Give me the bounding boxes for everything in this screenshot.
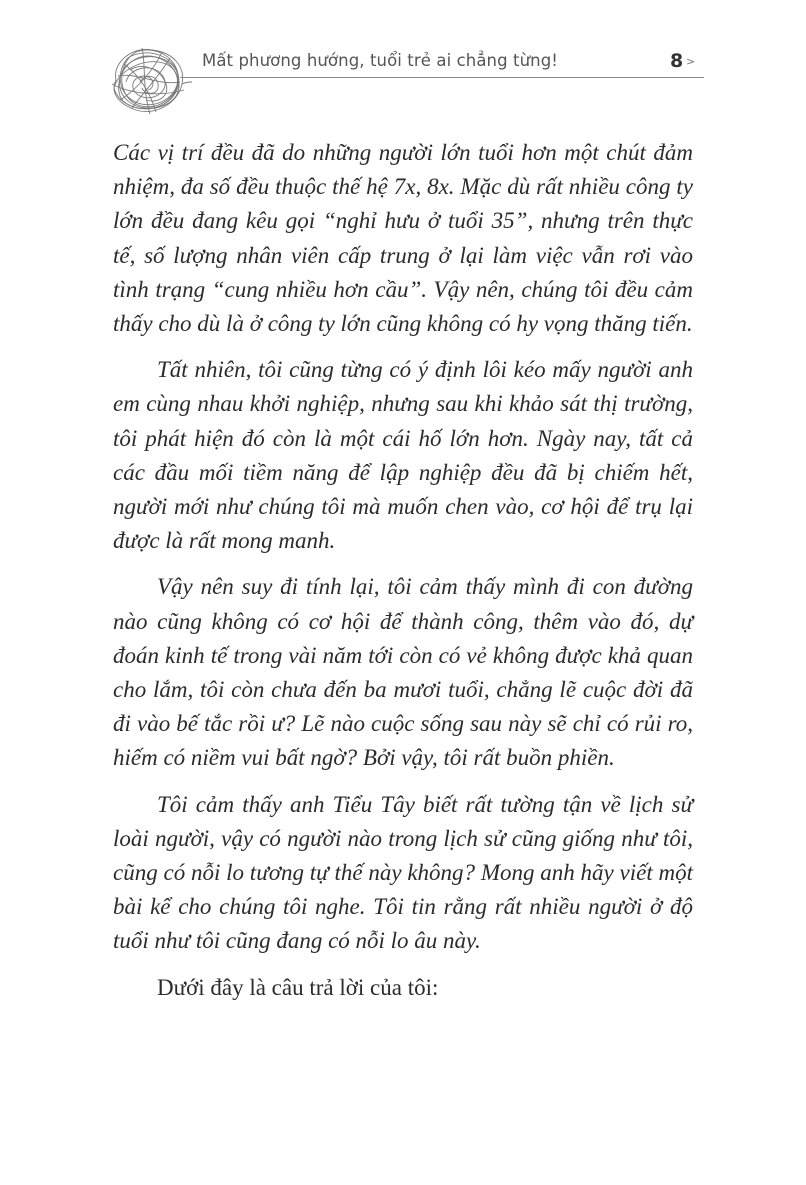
- paragraph: Tôi cảm thấy anh Tiểu Tây biết rất tường tận về lịch sử loài người, vậy có người nào trong lịch sử cũng giống như tôi, cũng có nỗi lo tương tự thế này không? Mong anh hãy viết một bài kể cho chúng tôi nghe. Tôi tin rằng rất nhiều người ở độ tuổi như tôi cũng đang có nỗi lo âu này.: [113, 791, 693, 954]
- paragraph: Vậy nên suy đi tính lại, tôi cảm thấy mình đi con đường nào cũng không có cơ hội để thành công, thêm vào đó, dự đoán kinh tế trong vài năm tới còn có vẻ không được khả quan cho lắm, tôi còn chưa đến ba mươi tuổi, chẳng lẽ cuộc đời đã đi vào bế tắc rồi ư? Lẽ nào cuộc sống sau này sẽ chỉ có rủi ro, hiếm có niềm vui bất ngờ? Bởi vậy, tôi rất buồn phiền.: [113, 574, 693, 771]
- page-header: [0, 0, 806, 130]
- scribble-ball-icon: [106, 42, 192, 118]
- next-page-arrow-icon: >: [686, 55, 696, 68]
- paragraph: Các vị trí đều đã do những người lớn tuổi hơn một chút đảm nhiệm, đa số đều thuộc thế hệ 7x, 8x. Mặc dù rất nhiều công ty lớn đều đang kêu gọi “nghỉ hưu ở tuổi 35”, nhưng trên thực tế, số lượng nhân viên cấp trung ở lại làm việc vẫn rơi vào tình trạng “cung nhiều hơn cầu”. Vậy nên, chúng tôi đều cảm thấy cho dù là ở công ty lớn cũng không có hy vọng thăng tiến.: [113, 140, 693, 337]
- body-text: [113, 136, 693, 1017]
- answer-intro: Dưới đây là câu trả lời của tôi:: [157, 974, 439, 1000]
- header-rule: [180, 77, 704, 78]
- paragraph: Tất nhiên, tôi cũng từng có ý định lôi kéo mấy người anh em cùng nhau khởi nghiệp, nhưng sau khi khảo sát thị trường, tôi phát hiện đó còn là một cái hố lớn hơn. Ngày nay, tất cả các đầu mối tiềm năng để lập nghiệp đều đã bị chiếm hết, người mới như chúng tôi mà muốn chen vào, cơ hội để trụ lại được là rất mong manh.: [113, 357, 693, 554]
- running-title: Mất phương hướng, tuổi trẻ ai chẳng từng!: [202, 51, 558, 70]
- page-number: 8: [670, 50, 684, 72]
